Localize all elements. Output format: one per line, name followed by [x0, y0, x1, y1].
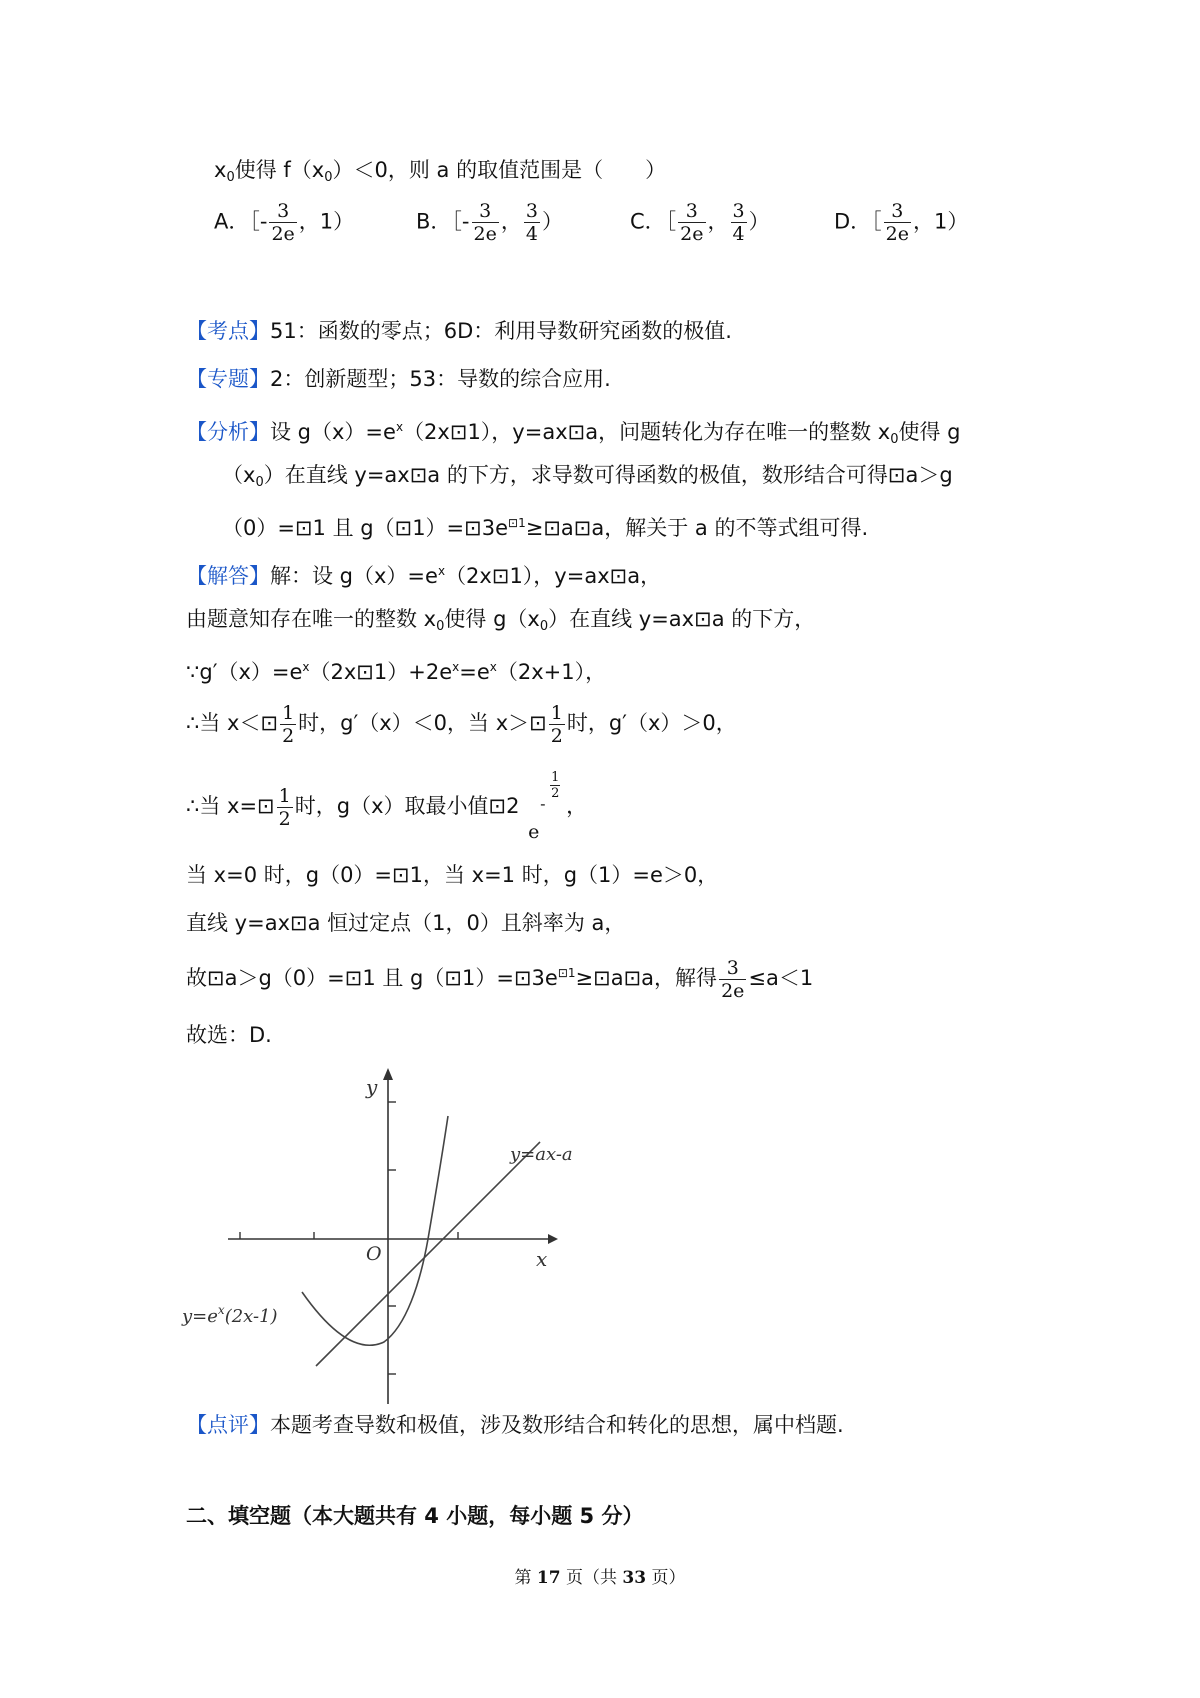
frac-num: 3	[719, 957, 746, 980]
jieda-sup: x	[452, 660, 460, 674]
frac-num: 1	[550, 701, 563, 724]
line-y-ax-a	[316, 1142, 540, 1366]
option-c-frac-1	[678, 200, 705, 245]
answer-fraction	[719, 957, 746, 1002]
frac-den: 2e	[271, 223, 295, 245]
dianping-text: 本题考查导数和极值，涉及数形结合和转化的思想，属中档题.	[270, 1413, 844, 1437]
kaodian-tag: 【考点】	[186, 319, 270, 343]
option-d-frac	[884, 200, 911, 245]
fenxi-text: 使得 g	[898, 420, 961, 444]
base-e: e	[528, 821, 540, 843]
option-tail: 1）	[319, 209, 355, 234]
jieda-text: 时，g′（x）＜0，当 x＞⊡	[298, 711, 547, 735]
option-a	[214, 200, 354, 245]
frac-num: 3	[472, 200, 499, 223]
frac-num: 3	[732, 200, 745, 222]
option-a-frac	[269, 200, 296, 245]
fenxi-line-3	[222, 508, 868, 543]
origin-label: O	[366, 1243, 382, 1265]
jieda-text: 直线 y=ax⊡a 恒过定点（1，0）且斜率为 a，	[186, 911, 626, 935]
option-c-frac-2	[731, 200, 747, 245]
jieda-text: 时，g（x）取最小值⊡2	[294, 794, 520, 818]
jieda-text: 由题意知存在唯一的整数 x	[186, 607, 437, 631]
jieda-text: ≥⊡a⊡a，解得	[575, 966, 718, 990]
frac-num: 3	[884, 200, 911, 223]
frac-den: 2	[282, 724, 295, 747]
page-number: 17	[536, 1568, 561, 1588]
jieda-text: 故⊡a＞g（0）=⊡1 且 g（⊡1）=⊡3e	[186, 966, 558, 990]
option-label: B．［	[416, 209, 462, 234]
fenxi-text: （x	[222, 463, 256, 487]
jieda-text: （2x⊡1）+2e	[309, 660, 453, 684]
jieda-line-2	[186, 604, 815, 642]
option-b	[416, 200, 563, 245]
curve-label-a: y=e	[182, 1306, 218, 1327]
half-fraction-3	[277, 785, 293, 830]
jieda-text: ，	[566, 794, 588, 818]
exp-frac-num: 1	[551, 770, 560, 785]
jieda-text: ）在直线 y=ax⊡a 的下方，	[548, 607, 816, 631]
jieda-text: （2x+1），	[496, 660, 607, 684]
option-d	[834, 200, 968, 245]
fenxi-text: ）在直线 y=ax⊡a 的下方，求导数可得函数的极值，数形结合可得⊡a＞g	[263, 463, 953, 487]
jieda-text: ∵g′（x）=e	[186, 660, 303, 684]
option-b-frac-1	[472, 200, 499, 245]
exp-frac	[550, 770, 560, 801]
page-footer	[0, 1563, 1200, 1588]
stem-text: x	[214, 158, 227, 182]
x-axis-arrow	[548, 1234, 558, 1244]
option-sep: ，	[707, 209, 729, 234]
jieda-line-4	[186, 698, 737, 748]
zhuanti-tag: 【专题】	[186, 367, 270, 391]
fenxi-line-1	[186, 412, 961, 455]
frac-num: 3	[678, 200, 705, 223]
jieda-sup: x	[437, 564, 446, 578]
jieda-text: （2x⊡1），y=ax⊡a，	[445, 564, 662, 588]
option-tail: 1）	[934, 209, 969, 234]
option-sep: ，	[913, 209, 935, 234]
frac-num: 3	[269, 200, 296, 223]
fenxi-text: （0）=⊡1 且 g（⊡1）=⊡3e	[222, 516, 509, 540]
footer-text: 页）	[646, 1568, 686, 1588]
line-label: y=ax-a	[510, 1144, 573, 1165]
frac-den: 2	[550, 724, 563, 747]
jieda-line-6	[186, 860, 718, 890]
jieda-line-8	[186, 948, 813, 1003]
option-label: C．［	[630, 209, 677, 234]
footer-text: 第	[514, 1568, 537, 1588]
frac-den: 2e	[885, 223, 910, 245]
fenxi-sup: ⊡1	[508, 516, 526, 530]
frac-den: 2e	[473, 223, 497, 245]
fenxi-line-2	[222, 460, 953, 498]
fenxi-sup: x	[395, 420, 404, 434]
exp-frac-den: 2	[551, 786, 560, 801]
jieda-line-3	[186, 652, 606, 687]
kaodian-line	[186, 316, 732, 346]
frac-den: 2e	[680, 223, 704, 245]
curve-label	[181, 1303, 278, 1327]
fenxi-tag: 【分析】	[186, 420, 270, 444]
stem-text-c: ）＜0，则 a 的取值范围是（ ）	[332, 158, 667, 182]
frac-num: 1	[278, 784, 291, 807]
question-stem	[214, 155, 666, 193]
option-label: D．［	[834, 209, 882, 234]
frac-num: 1	[282, 701, 295, 724]
dianping-line	[186, 1410, 844, 1440]
frac-den: 4	[525, 223, 538, 245]
jieda-sub: 0	[539, 619, 549, 634]
jieda-tag: 【解答】	[186, 564, 270, 588]
section-heading-text: 二、填空题（本大题共有 4 小题，每小题 5 分）	[186, 1504, 644, 1528]
zhuanti-text: 2：创新题型；53：导数的综合应用.	[270, 367, 611, 391]
jieda-text: ∴当 x=⊡	[186, 794, 275, 818]
exp-e	[526, 770, 566, 843]
fenxi-text: ≥⊡a⊡a，解关于 a 的不等式组可得.	[525, 516, 869, 540]
fenxi-sub: 0	[255, 475, 264, 490]
jieda-sup: x	[489, 660, 497, 674]
jieda-text: 故选：D.	[186, 1023, 272, 1047]
half-fraction	[280, 702, 296, 747]
option-sep: ，	[298, 209, 320, 234]
stem-text-b: 使得 f（x	[234, 158, 325, 182]
jieda-text: 当 x=0 时，g（0）=⊡1，当 x=1 时，g（1）=e＞0，	[186, 863, 719, 887]
exp-minus: -	[540, 795, 546, 813]
frac-num: 3	[525, 200, 538, 222]
stem-sub-2: 0	[324, 170, 333, 185]
option-sep: ，	[500, 209, 522, 234]
y-axis-arrow	[383, 1068, 393, 1080]
footer-text: 页（共	[560, 1568, 623, 1588]
page-total: 33	[622, 1568, 647, 1588]
x-axis-label: x	[536, 1247, 548, 1271]
option-c	[630, 200, 770, 245]
option-tail: ）	[748, 209, 770, 234]
jieda-line-5	[186, 770, 588, 843]
jieda-line-1	[186, 556, 661, 591]
jieda-text: 时，g′（x）＞0，	[566, 711, 737, 735]
curve-label-b: (2x-1)	[224, 1306, 278, 1327]
option-neg: -	[461, 209, 470, 234]
jieda-text: 使得 g（x	[444, 607, 540, 631]
option-neg: -	[259, 209, 268, 234]
curve-g	[302, 1116, 448, 1345]
fenxi-text: 设 g（x）=e	[270, 420, 396, 444]
option-b-frac-2	[524, 200, 540, 245]
jieda-sub: 0	[436, 619, 445, 634]
jieda-text: 解：设 g（x）=e	[270, 564, 438, 588]
fenxi-text: （2x⊡1），y=ax⊡a，问题转化为存在唯一的整数 x	[403, 420, 891, 444]
jieda-text: ∴当 x＜⊡	[186, 711, 279, 735]
kaodian-text: 51：函数的零点；6D：利用导数研究函数的极值.	[270, 319, 732, 343]
y-axis-label: y	[366, 1075, 378, 1099]
function-graph	[180, 1064, 600, 1404]
jieda-line-9	[186, 1020, 272, 1050]
curve-label-sup: x	[217, 1303, 225, 1317]
option-tail: ）	[541, 209, 563, 234]
jieda-text: =e	[459, 660, 490, 684]
fenxi-sub: 0	[890, 432, 899, 447]
section-heading	[186, 1501, 643, 1531]
jieda-sup: x	[302, 660, 310, 674]
jieda-line-7	[186, 908, 625, 938]
option-label: A．［	[214, 209, 260, 234]
frac-den: 4	[732, 223, 745, 245]
frac-den: 2	[278, 807, 291, 830]
dianping-tag: 【点评】	[186, 1413, 270, 1437]
frac-den: 2e	[721, 979, 745, 1002]
jieda-sup: ⊡1	[557, 966, 576, 980]
zhuanti-line	[186, 364, 611, 394]
jieda-text: ≤a＜1	[748, 966, 814, 990]
stem-sub: 0	[226, 170, 235, 185]
half-fraction-2	[549, 702, 565, 747]
